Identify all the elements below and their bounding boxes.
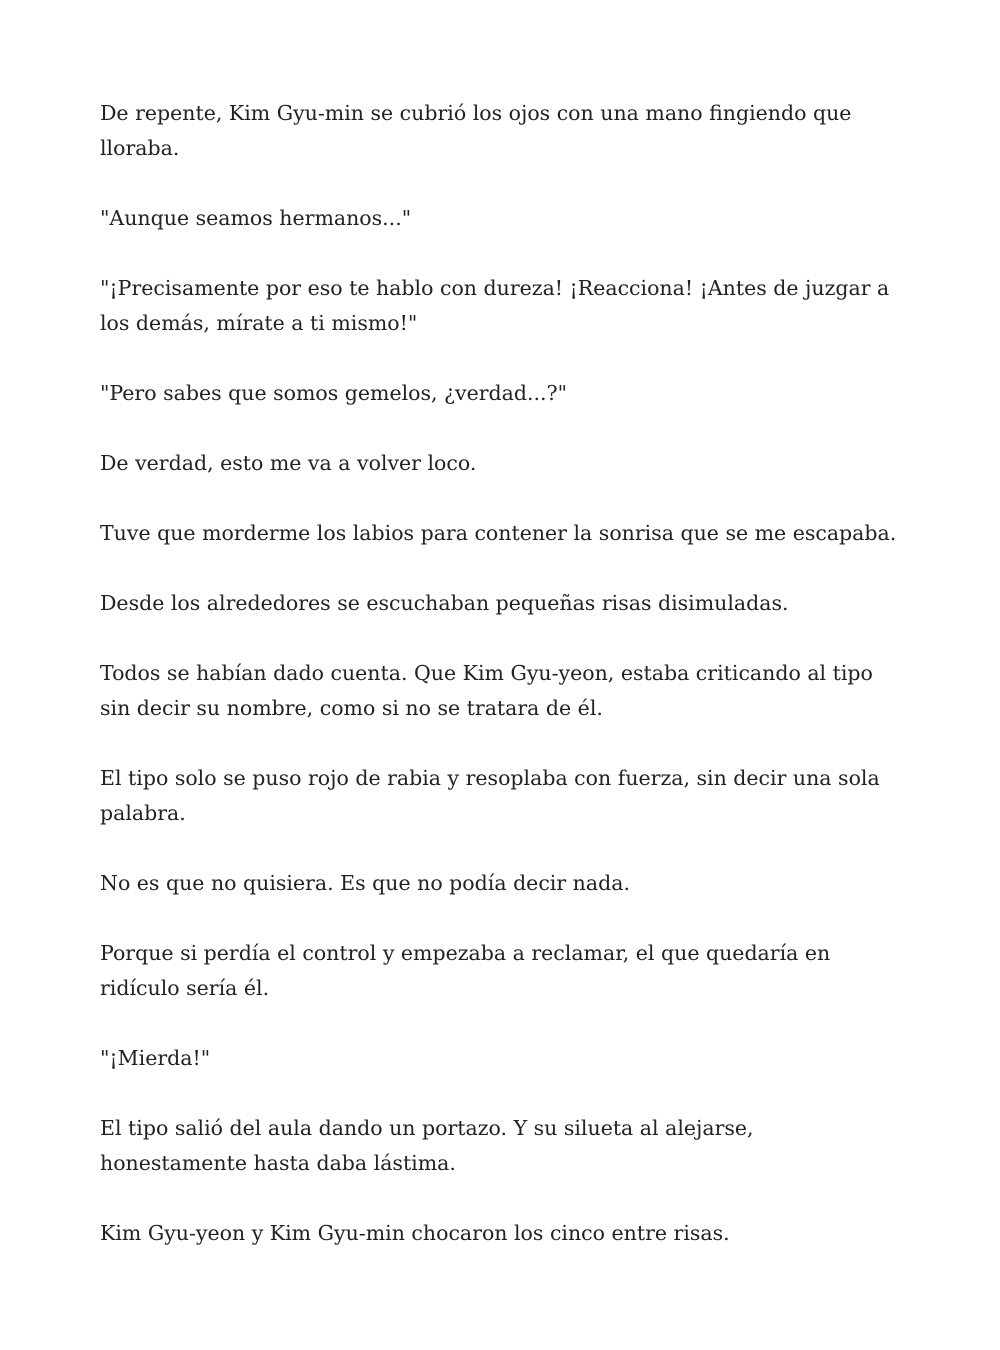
paragraph: No es que no quisiera. Es que no podía decir nada. [100, 871, 630, 895]
paragraph: El tipo solo se puso rojo de rabia y resoplaba con fuerza, sin decir una sola palabra. [100, 766, 880, 825]
paragraph: "¡Mierda!" [100, 1046, 211, 1070]
paragraph: Tuve que morderme los labios para contener la sonrisa que se me escapaba. [100, 521, 897, 545]
paragraph: De verdad, esto me va a volver loco. [100, 451, 477, 475]
paragraph: El tipo salió del aula dando un portazo. Y su silueta al alejarse, honestamente hasta daba lástima. [100, 1116, 754, 1175]
document-page [100, 96, 900, 1286]
paragraph: Porque si perdía el control y empezaba a reclamar, el que quedaría en ridículo sería él. [100, 941, 831, 1000]
paragraph: "Aunque seamos hermanos..." [100, 206, 412, 230]
paragraph: Desde los alrededores se escuchaban pequeñas risas disimuladas. [100, 591, 789, 615]
paragraph: Kim Gyu-yeon y Kim Gyu-min chocaron los cinco entre risas. [100, 1221, 730, 1245]
paragraph: "¡Precisamente por eso te hablo con dureza! ¡Reacciona! ¡Antes de juzgar a los demás, mírate a ti mismo!" [100, 276, 890, 335]
paragraph: "Pero sabes que somos gemelos, ¿verdad...?" [100, 381, 567, 405]
paragraph: Todos se habían dado cuenta. Que Kim Gyu-yeon, estaba criticando al tipo sin decir su nombre, como si no se tratara de él. [100, 661, 873, 720]
paragraph: De repente, Kim Gyu-min se cubrió los ojos con una mano fingiendo que lloraba. [100, 101, 852, 160]
